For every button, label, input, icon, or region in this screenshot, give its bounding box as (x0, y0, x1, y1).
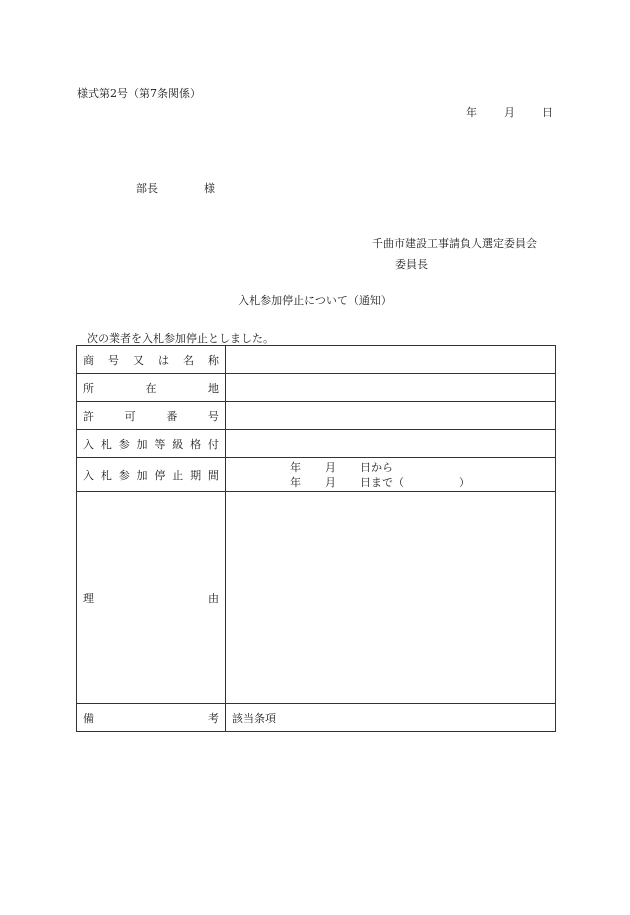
label-char: 入 (83, 437, 94, 451)
label-char: 間 (207, 468, 219, 482)
label-chars (77, 380, 225, 396)
label-char: 所 (83, 381, 94, 395)
table-row-remarks (77, 704, 556, 732)
remarks-value: 該当条項 (232, 711, 276, 725)
label-char: 理 (83, 591, 94, 605)
table-row-trade-name (77, 346, 556, 374)
label-chars (77, 436, 225, 452)
label-chars (77, 352, 225, 368)
value-permit-number[interactable] (226, 402, 556, 430)
label-char: 地 (208, 381, 219, 395)
intro-text: 次の業者を入札参加停止としました。 (87, 332, 274, 345)
label-char: 等 (154, 437, 166, 451)
label-char: 考 (208, 711, 219, 725)
label-reason (77, 492, 226, 704)
date-day: 日 (542, 106, 553, 119)
label-char: 可 (124, 409, 136, 423)
label-char: 由 (208, 591, 219, 605)
label-remarks (77, 704, 226, 732)
recipient-line (136, 180, 215, 196)
label-chars (77, 408, 225, 424)
label-chars (77, 710, 225, 726)
recipient-department: 部長 (136, 182, 158, 195)
date-year: 年 (466, 106, 477, 119)
value-reason[interactable] (226, 492, 556, 704)
label-chars (77, 467, 225, 483)
table-row-reason (77, 492, 556, 704)
label-char: 期 (190, 468, 202, 482)
label-char: 停 (154, 468, 166, 482)
label-char: 札 (100, 468, 112, 482)
label-char: 号 (108, 353, 119, 367)
label-permit-number (77, 402, 226, 430)
table-row-suspension-period (77, 458, 556, 492)
form-number: 様式第2号（第7条関係） (77, 87, 201, 100)
table-row-address (77, 374, 556, 402)
table-row-grade (77, 430, 556, 458)
label-char: 札 (100, 437, 112, 451)
label-char: 入 (83, 468, 94, 482)
date-month: 月 (504, 106, 515, 119)
label-char: 級 (172, 437, 184, 451)
value-grade[interactable] (226, 430, 556, 458)
label-char: 止 (172, 468, 184, 482)
label-char: は (158, 353, 169, 367)
label-char: 番 (166, 409, 178, 423)
label-char: 加 (136, 437, 148, 451)
recipient-honorific: 様 (204, 182, 215, 195)
period-to: 年 月 日まで（ ） (290, 475, 470, 489)
label-char: 許 (83, 409, 94, 423)
label-char: 名 (183, 353, 194, 367)
table-row-permit-number (77, 402, 556, 430)
label-char: 格 (190, 437, 202, 451)
label-char: 号 (207, 409, 219, 423)
label-char: 参 (118, 468, 130, 482)
value-remarks[interactable] (226, 704, 556, 732)
label-char: 称 (208, 353, 219, 367)
value-suspension-period[interactable] (226, 458, 556, 492)
value-trade-name[interactable] (226, 346, 556, 374)
period-lines (226, 460, 555, 490)
value-address[interactable] (226, 374, 556, 402)
label-chars (77, 590, 225, 606)
label-char: 商 (83, 353, 94, 367)
period-from: 年 月 日から (290, 460, 393, 474)
label-suspension-period (77, 458, 226, 492)
label-char: 付 (207, 437, 219, 451)
label-char: 又 (133, 353, 144, 367)
sender-chair: 委員長 (395, 258, 428, 271)
label-trade-name (77, 346, 226, 374)
label-grade (77, 430, 226, 458)
date-line (466, 104, 553, 120)
label-address (77, 374, 226, 402)
document-title: 入札参加停止について（通知） (238, 294, 392, 307)
label-char: 参 (118, 437, 130, 451)
label-char: 在 (145, 381, 157, 395)
label-char: 備 (83, 711, 94, 725)
sender-committee: 千曲市建設工事請負人選定委員会 (372, 237, 537, 250)
label-char: 加 (136, 468, 148, 482)
notice-table (76, 345, 556, 732)
